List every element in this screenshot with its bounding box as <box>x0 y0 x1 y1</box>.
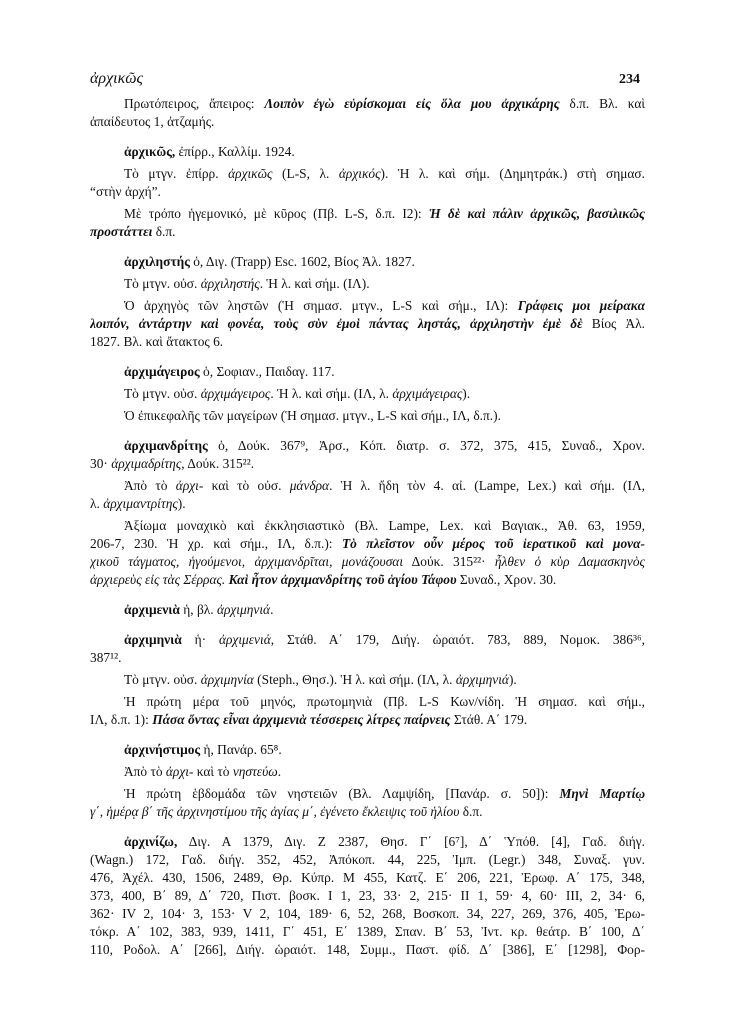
dictionary-entry <box>90 437 645 589</box>
text-segment: Διγ. Α 1379, Διγ. Ζ 2387, Θησ. Γ΄ [6⁷], Δ΄ Ὑπόθ. [4], Γαδ. διήγ. <box>177 834 645 849</box>
text-line <box>90 407 645 425</box>
entry-paragraph <box>90 407 645 425</box>
entry-paragraph <box>90 693 645 729</box>
quotation-segment: ἀρχιερεὺς εἰς τὰς Σέρρας. <box>90 572 229 587</box>
headword: ἀρχιμανδρίτης <box>124 438 208 453</box>
text-line <box>90 905 645 923</box>
entry-paragraph <box>90 275 645 293</box>
quotation-segment: ἦλθεν ὁ κὺρ Δαμασκηνὸς <box>494 554 645 569</box>
text-line <box>90 253 645 271</box>
text-segment: (L-S, λ. <box>272 166 339 181</box>
text-line <box>90 297 645 315</box>
text-line <box>90 183 645 201</box>
entry-paragraph <box>90 165 645 201</box>
text-line <box>90 649 645 667</box>
text-line <box>90 333 645 351</box>
text-line <box>90 803 645 821</box>
running-head: ἀρχικῶς <box>90 70 144 87</box>
text-segment: Τὸ μτγν. οὐσ. <box>124 276 201 291</box>
quotation-segment: Καὶ ἦτον ἀρχιμανδρίτης τοῦ ἁγίου Τάφου <box>228 572 457 587</box>
quotation-segment: ἀρχιμάγειρας <box>392 386 463 401</box>
text-line <box>90 741 645 759</box>
text-segment: ὁ, Σοφιαν., Παιδαγ. 117. <box>199 364 335 379</box>
headword: ἀρχιληστής <box>124 254 190 269</box>
entry-headline-paragraph <box>90 363 645 381</box>
dictionary-entry <box>90 143 645 241</box>
quotation-segment: χικοῦ τάγματος, ἡγούμενοι, ἀρχιμανδρῖται, μονάζουσαι <box>90 554 404 569</box>
quotation-segment: Πάσα ὄντας εἶναι ἀρχιμενιὰ τέσσερεις λίτρες παίρνεις <box>152 712 451 727</box>
text-line <box>90 601 645 619</box>
quotation-segment: ἀρχικῶς <box>228 166 273 181</box>
text-line <box>90 385 645 403</box>
text-line <box>90 571 645 589</box>
entry-paragraph <box>90 477 645 513</box>
text-line <box>90 535 645 553</box>
text-segment: Ἡ πρώτη μέρα τοῦ μηνός, πρωτομηνιὰ (Πβ. L-S Κων/νίδη. Ἡ σημασ. καὶ σήμ., <box>124 694 645 709</box>
quotation-segment: ἀρχικός <box>338 166 381 181</box>
text-segment: δ.π. <box>152 224 176 239</box>
page-number: 234 <box>619 72 640 87</box>
entry-paragraph <box>90 385 645 403</box>
text-line <box>90 205 645 223</box>
entry-paragraph <box>90 763 645 781</box>
text-segment: . Ἡ λ. ἤδη τὸν 4. αἰ. (Lampe, Lex.) καὶ σήμ. (ΙΛ, <box>329 478 645 493</box>
entry-headline-paragraph <box>90 741 645 759</box>
text-segment: Τὸ μτγν. οὐσ. <box>124 386 201 401</box>
text-line <box>90 495 645 513</box>
dictionary-entry <box>90 253 645 351</box>
text-line <box>90 223 645 241</box>
text-segment: “στὴν ἀρχή”. <box>90 184 161 199</box>
entry-paragraph <box>90 671 645 689</box>
text-line <box>90 887 645 905</box>
text-segment: ἀπαίδευτος 1, ἀτζαμής. <box>90 114 215 129</box>
text-segment: Τὸ μτγν. ἐπίρρ. <box>124 166 229 181</box>
entry-headline-paragraph <box>90 95 645 131</box>
text-line <box>90 437 645 455</box>
text-segment: Ἀξίωμα μοναχικὸ καὶ ἐκκλησιαστικὸ (Βλ. Lampe, Lex. καὶ Βαγιακ., Ἀθ. 63, 1959, <box>124 518 645 533</box>
text-segment: 30· <box>90 456 112 471</box>
quotation-segment: γ΄, ἡμέρᾳ β΄ τῆς ἀρχινηστίμου τῆς ἁγίας μ΄, ἐγένετο ἔκλειψις τοῦ ἡλίου <box>90 804 460 819</box>
text-segment: (Wagn.) 172, Γαδ. διήγ. 352, 452, Ἀπόκοπ. 44, 225, Ἰμπ. (Legr.) 348, Συναξ. γυν. <box>90 852 645 867</box>
text-line <box>90 165 645 183</box>
entry-paragraph <box>90 205 645 241</box>
text-line <box>90 517 645 535</box>
quotation-segment: ἀρχιμαντρίτης <box>103 496 178 511</box>
text-line <box>90 869 645 887</box>
text-segment: 387¹². <box>90 650 122 665</box>
text-line <box>90 455 645 473</box>
entry-headline-paragraph <box>90 437 645 473</box>
headword: ἀρχιμενιὰ <box>124 602 180 617</box>
text-line <box>90 275 645 293</box>
quotation-segment: ἀρχιμηνιά <box>455 672 509 687</box>
page-header <box>90 70 640 92</box>
dictionary-entry <box>90 363 645 425</box>
text-segment: δ.π. <box>459 804 483 819</box>
quotation-segment: νηστεύω <box>232 764 278 779</box>
text-segment: ). <box>508 672 517 687</box>
entry-paragraph <box>90 517 645 589</box>
text-segment: ἡ, Πανάρ. 65⁸. <box>200 742 282 757</box>
entry-headline-paragraph <box>90 143 645 161</box>
entry-headline-paragraph <box>90 631 645 667</box>
text-line <box>90 113 645 131</box>
quotation-segment: ἀρχιμηνιά <box>216 602 271 617</box>
headword: ἀρχιμάγειρος <box>124 364 200 379</box>
quotation-segment: Τὸ πλεῖστον οὖν μέρος τοῦ ἱερατικοῦ καὶ μονα- <box>341 536 645 551</box>
dictionary-entry <box>90 631 645 729</box>
quotation-segment: ἀρχι- <box>175 478 204 493</box>
text-segment: ). <box>177 496 186 511</box>
quotation-segment: ἀρχιμαδρίτης <box>111 456 182 471</box>
text-line <box>90 477 645 495</box>
quotation-segment: λοιπόν, ἀντάρτην καὶ φονέα, τοὺς σὺν ἐμοὶ πάντας ληστάς, ἀρχιληστὴν ἐμὲ δὲ <box>90 316 583 331</box>
quotation-segment: ἀρχι- <box>165 764 194 779</box>
text-line <box>90 631 645 649</box>
headword: ἀρχινήστιμος <box>124 742 201 757</box>
quotation-segment: προστάττει <box>90 224 153 239</box>
quotation-segment: Μηνὶ Μαρτίῳ <box>559 786 645 801</box>
text-segment: ). <box>462 386 471 401</box>
text-segment: ἐπίρρ., Καλλίμ. 1924. <box>175 144 295 159</box>
dictionary-body <box>90 95 645 959</box>
entry-headline-paragraph <box>90 601 645 619</box>
text-line <box>90 95 645 113</box>
text-line <box>90 315 645 333</box>
text-line <box>90 693 645 711</box>
text-segment: καὶ τὸ <box>193 764 233 779</box>
dictionary-entry <box>90 601 645 619</box>
quotation-segment: ἀρχιληστής <box>200 276 260 291</box>
text-segment: λ. <box>90 496 104 511</box>
headword: ἀρχικῶς, <box>124 144 176 159</box>
text-segment: Μὲ τρόπο ἡγεμονικό, μὲ κῦρος (Πβ. L-S, δ.π. I2): <box>124 206 429 221</box>
text-segment: . Ἡ λ. καὶ σήμ. (ΙΛ). <box>259 276 370 291</box>
text-line <box>90 785 645 803</box>
text-segment: 110, Ροδολ. Α΄ [266], Διήγ. ὡραιότ. 148, Συμμ., Παστ. φίδ. Δ΄ [386], Ε΄ [1298], Φορ- <box>90 942 645 957</box>
text-segment: Τὸ μτγν. οὐσ. <box>124 672 201 687</box>
text-segment: Ἀπὸ τὸ <box>124 764 166 779</box>
quotation-segment: ἀρχιμηνία <box>200 672 254 687</box>
text-segment: Ἀπὸ τὸ <box>124 478 176 493</box>
entry-headline-paragraph <box>90 833 645 959</box>
text-segment: , Στάθ. Α΄ 179, Διήγ. ὡραιότ. 783, 889, Νομοκ. 386³⁶, <box>270 632 645 647</box>
text-line <box>90 923 645 941</box>
text-segment: ὁ, Δούκ. 367⁹, Ἀρσ., Κόπ. διατρ. σ. 372, 375, 415, Συναδ., Χρον. <box>207 438 645 453</box>
text-segment: Συναδ., Χρον. 30. <box>456 572 557 587</box>
quotation-segment: Ἡ δὲ καὶ πάλιν ἀρχικῶς, βασιλικῶς <box>428 206 645 221</box>
text-segment: 206-7, 230. Ἡ χρ. καὶ σήμ., ΙΛ, δ.π.): <box>90 536 342 551</box>
text-segment: 362· IV 2, 104· 3, 153· V 2, 104, 189· 6, 52, 268, Βοσκοπ. 34, 227, 269, 376, 405, Ἐρω- <box>90 906 645 921</box>
text-segment: Ὁ ἐπικεφαλῆς τῶν μαγείρων (Ἡ σημασ. μτγν., L-S καὶ σήμ., ΙΛ, δ.π.). <box>124 408 501 423</box>
text-line <box>90 763 645 781</box>
text-line <box>90 553 645 571</box>
text-segment: , Δούκ. 315²². <box>181 456 255 471</box>
quotation-segment: μάνδρα <box>289 478 330 493</box>
text-segment: ἡ, βλ. <box>179 602 217 617</box>
text-segment: Στάθ. Α΄ 179. <box>450 712 528 727</box>
dictionary-entry <box>90 95 645 131</box>
text-segment: ἡ· <box>181 632 219 647</box>
quotation-segment: Γράφεις μοι μείρακα <box>517 298 645 313</box>
dictionary-entry <box>90 741 645 821</box>
text-line <box>90 363 645 381</box>
quotation-segment: Λοιπὸν ἐγὼ εὑρίσκομαι εἰς ὅλα μου ἀρχικάρης <box>264 96 560 111</box>
entry-headline-paragraph <box>90 253 645 271</box>
text-line <box>90 941 645 959</box>
entry-paragraph <box>90 785 645 821</box>
text-segment: Πρωτόπειρος, ἄπειρος: <box>124 96 265 111</box>
text-segment: . Ἡ λ. καὶ σήμ. (ΙΛ, λ. <box>270 386 393 401</box>
text-segment: καὶ τὸ οὐσ. <box>203 478 290 493</box>
text-segment: . <box>270 602 274 617</box>
headword: ἀρχινίζω, <box>124 834 178 849</box>
text-line <box>90 851 645 869</box>
text-segment: τόκρ. Α΄ 102, 383, 939, 1411, Γ΄ 451, Ε΄ 1389, Σπαν. Β΄ 53, Ἰντ. κρ. θεάτρ. Β΄ 100, Δ΄ <box>90 924 645 939</box>
text-segment: ὁ, Διγ. (Trapp) Esc. 1602, Βίος Ἀλ. 1827. <box>189 254 415 269</box>
dictionary-entry <box>90 833 645 959</box>
quotation-segment: ἀρχιμάγειρος <box>200 386 271 401</box>
text-segment: Ἡ πρώτη ἑβδομάδα τῶν νηστειῶν (Βλ. Λαμψίδη, [Πανάρ. σ. 50]): <box>124 786 560 801</box>
text-segment: (Steph., Θησ.). Ἡ λ. καὶ σήμ. (ΙΛ, λ. <box>253 672 456 687</box>
text-segment: Δούκ. 315²²· <box>403 554 495 569</box>
text-segment: Ὁ ἀρχηγὸς τῶν ληστῶν (Ἡ σημασ. μτγν., L-S καὶ σήμ., ΙΛ): <box>124 298 518 313</box>
text-segment: ). Ἡ λ. καὶ σήμ. (Δημητράκ.) στὴ σημασ. <box>380 166 645 181</box>
text-line <box>90 143 645 161</box>
text-segment: . <box>277 764 282 779</box>
text-segment: 373, 400, Β΄ 89, Δ΄ 720, Πιστ. βοσκ. Ι 1, 23, 33· 2, 215· ΙΙ 1, 59· 4, 60· ΙΙΙ, 2, 34· 6, <box>90 888 645 903</box>
text-segment: ΙΛ, δ.π. 1): <box>90 712 153 727</box>
text-segment: 1827. Βλ. καὶ ἄτακτος 6. <box>90 334 224 349</box>
text-line <box>90 711 645 729</box>
text-line <box>90 833 645 851</box>
quotation-segment: ἀρχιμενιά <box>218 632 271 647</box>
text-segment: 476, Ἀχέλ. 430, 1506, 2489, Θρ. Κύπρ. Μ 455, Κατζ. Ε΄ 206, 221, Ἐρωφ. Α΄ 175, 348, <box>90 870 645 885</box>
entry-paragraph <box>90 297 645 351</box>
headword: ἀρχιμηνιὰ <box>124 632 182 647</box>
text-segment: δ.π. Βλ. καὶ <box>559 96 645 111</box>
text-line <box>90 671 645 689</box>
text-segment: Βίος Ἀλ. <box>582 316 645 331</box>
